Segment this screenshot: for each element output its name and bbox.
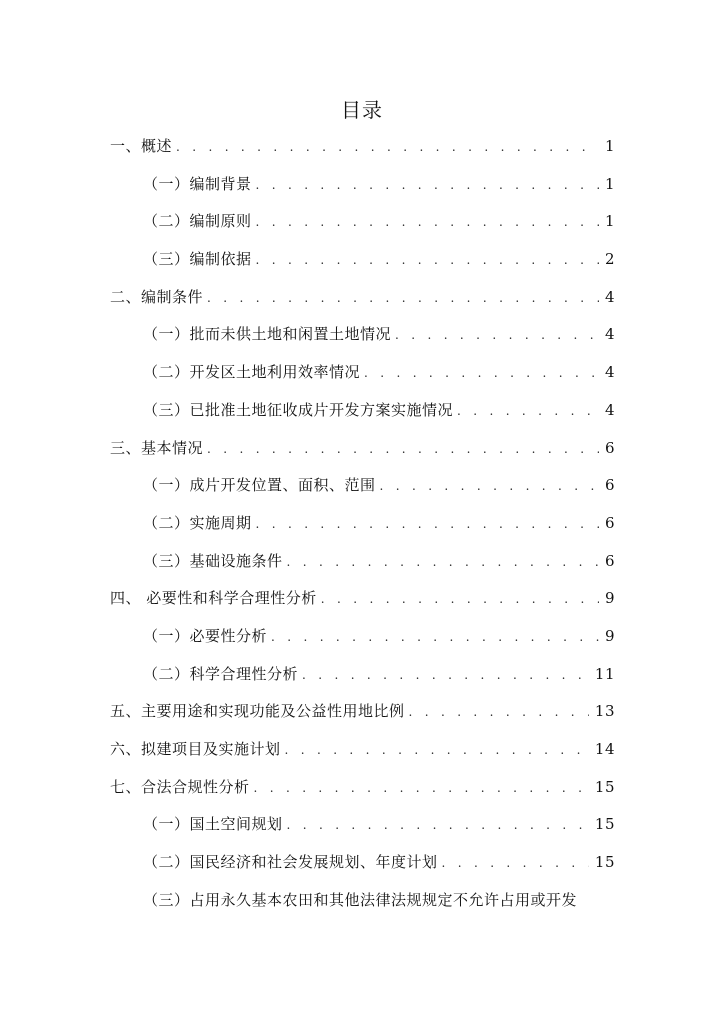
toc-dot-leader bbox=[287, 548, 599, 576]
page-title: 目录 bbox=[341, 98, 383, 122]
toc-page-number: 1 bbox=[604, 137, 615, 155]
toc-entry[interactable] bbox=[110, 733, 615, 771]
toc-entry-label: 三、基本情况 bbox=[110, 438, 204, 457]
toc-entry-label: （二）开发区土地利用效率情况 bbox=[143, 363, 361, 382]
toc-entry[interactable] bbox=[110, 205, 615, 243]
toc-page-number: 6 bbox=[604, 438, 615, 457]
toc-entry-label: 二、编制条件 bbox=[110, 287, 204, 306]
toc-entry[interactable] bbox=[110, 771, 615, 809]
toc-entry-label: （一）成片开发位置、面积、范围 bbox=[143, 476, 376, 495]
toc-entry-label: （二）国民经济和社会发展规划、年度计划 bbox=[143, 853, 438, 872]
toc-dot-leader bbox=[256, 208, 599, 236]
toc-dot-leader bbox=[287, 811, 589, 839]
toc-dot-leader bbox=[364, 359, 599, 387]
toc-page-number: 9 bbox=[604, 626, 615, 645]
toc-entry[interactable] bbox=[110, 318, 615, 356]
toc-entry[interactable] bbox=[110, 507, 615, 545]
toc-dot-leader bbox=[254, 774, 589, 802]
toc-entry[interactable] bbox=[110, 168, 615, 206]
toc-dot-leader bbox=[395, 321, 599, 349]
toc-entry-label: 五、主要用途和实现功能及公益性用地比例 bbox=[110, 702, 405, 721]
toc-page-number: 4 bbox=[604, 287, 615, 306]
toc-dot-leader bbox=[302, 661, 589, 689]
toc-entry[interactable] bbox=[110, 130, 615, 168]
toc-dot-leader bbox=[256, 510, 599, 538]
toc-entry[interactable] bbox=[110, 695, 615, 733]
toc-entry-label: （三）编制依据 bbox=[143, 250, 252, 269]
toc-page-number: 6 bbox=[604, 476, 615, 495]
toc-dot-leader bbox=[207, 284, 599, 312]
toc-entry-label: 一、概述 bbox=[110, 137, 173, 155]
toc-page-number: 2 bbox=[604, 250, 615, 269]
toc-entry[interactable] bbox=[110, 356, 615, 394]
toc-dot-leader bbox=[380, 472, 599, 500]
toc-page-number: 4 bbox=[604, 325, 615, 344]
toc-page-number: 15 bbox=[594, 815, 615, 834]
toc-dot-leader bbox=[457, 397, 599, 425]
toc-page-number: 1 bbox=[604, 174, 615, 193]
toc-entry-label: （二）实施周期 bbox=[143, 513, 252, 532]
toc-entry-label: （三）已批准土地征收成片开发方案实施情况 bbox=[143, 400, 454, 419]
table-of-contents bbox=[110, 130, 615, 921]
toc-entry[interactable] bbox=[110, 545, 615, 583]
toc-entry[interactable] bbox=[110, 243, 615, 281]
toc-dot-leader bbox=[271, 623, 599, 651]
toc-entry-label: 六、拟建项目及实施计划 bbox=[110, 740, 281, 758]
toc-dot-leader bbox=[285, 736, 589, 764]
toc-dot-leader bbox=[442, 849, 589, 877]
toc-page-number: 4 bbox=[604, 400, 615, 419]
toc-entry[interactable] bbox=[110, 808, 615, 846]
toc-page-number: 6 bbox=[604, 513, 615, 532]
toc-entry[interactable] bbox=[110, 846, 615, 884]
toc-entry-label: 四、 必要性和科学合理性分析 bbox=[110, 589, 317, 608]
toc-entry[interactable] bbox=[110, 432, 615, 470]
toc-entry[interactable] bbox=[110, 582, 615, 620]
toc-dot-leader bbox=[321, 585, 599, 613]
toc-entry[interactable] bbox=[110, 884, 615, 922]
toc-entry-label: （三）基础设施条件 bbox=[143, 551, 283, 570]
toc-dot-leader bbox=[256, 171, 599, 199]
toc-entry[interactable] bbox=[110, 620, 615, 658]
toc-page-number: 13 bbox=[594, 702, 615, 721]
toc-page-number: 6 bbox=[604, 551, 615, 570]
toc-entry-label: （一）批而未供土地和闲置土地情况 bbox=[143, 325, 392, 344]
toc-page-number: 11 bbox=[594, 664, 615, 683]
toc-dot-leader bbox=[409, 698, 589, 726]
toc-entry-label: （二）科学合理性分析 bbox=[143, 664, 299, 683]
toc-entry-label: （一）必要性分析 bbox=[143, 626, 268, 645]
toc-entry-label: （三）占用永久基本农田和其他法律法规规定不允许占用或开发 bbox=[143, 890, 578, 909]
toc-dot-leader bbox=[256, 246, 599, 274]
toc-entry-label: （一）国土空间规划 bbox=[143, 815, 283, 834]
toc-entry[interactable] bbox=[110, 394, 615, 432]
toc-dot-leader bbox=[176, 133, 599, 161]
toc-page-number: 15 bbox=[594, 777, 615, 796]
toc-entry-label: （二）编制原则 bbox=[143, 212, 252, 231]
toc-entry[interactable] bbox=[110, 281, 615, 319]
toc-page-number: 15 bbox=[594, 853, 615, 872]
toc-page-number: 4 bbox=[604, 363, 615, 382]
toc-dot-leader bbox=[207, 435, 599, 463]
toc-entry-label: （一）编制背景 bbox=[143, 174, 252, 193]
toc-entry-label: 七、合法合规性分析 bbox=[110, 777, 250, 796]
toc-page-number: 9 bbox=[604, 589, 615, 608]
toc-entry[interactable] bbox=[110, 658, 615, 696]
toc-entry[interactable] bbox=[110, 469, 615, 507]
toc-page-number: 1 bbox=[604, 212, 615, 231]
toc-page-number: 14 bbox=[594, 740, 615, 758]
